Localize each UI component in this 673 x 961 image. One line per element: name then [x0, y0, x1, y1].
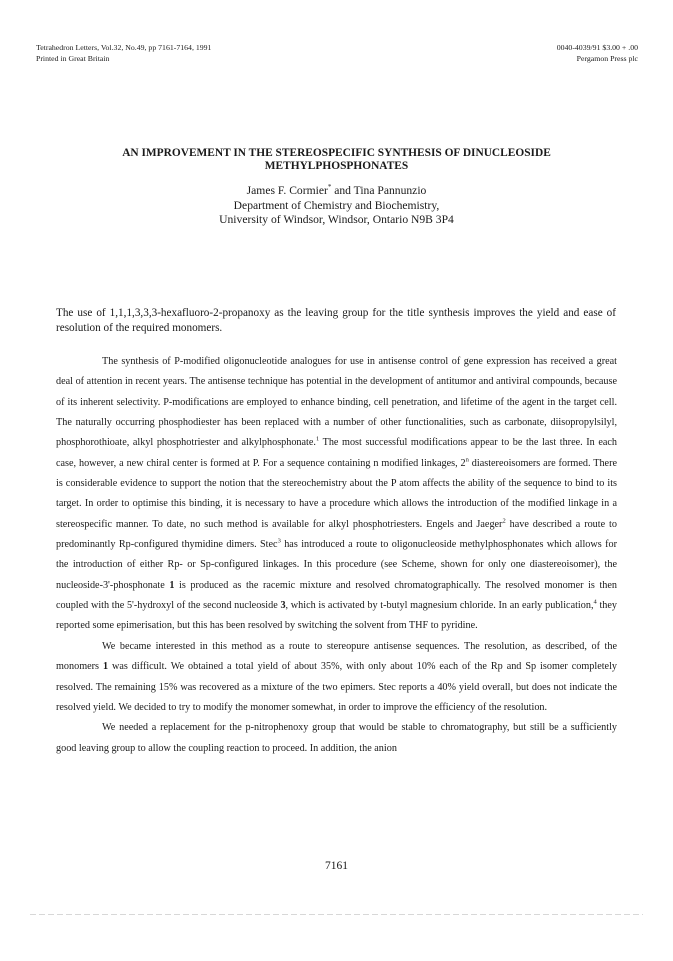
paragraph-1 — [56, 352, 617, 637]
reference-mark: 3 — [277, 537, 281, 545]
compound-number: 1 — [169, 579, 175, 591]
publisher-info — [557, 42, 638, 64]
reference-mark: 4 — [593, 598, 597, 606]
issn-price-line: 0040-4039/91 $3.00 + .00 — [556, 43, 638, 52]
affiliation-department: Department of Chemistry and Biochemistry, — [233, 198, 440, 212]
exponent: n — [465, 456, 469, 464]
text-run: The synthesis of P-modified oligonucleotide analogues for use in antisense control of gene expression has received a great deal of attention in recent years. The antisense technique has potential in the development of antitumor and antiviral compounds, because of its inherent selectivity. P-modifications are employed to enhance binding, cell penetration, and lifetime of the agent in the target cell. The naturally occurring phosphodiester has been replaced with a number of other functionalities, such as carbonate, diisopropylsilyl, phosphorothioate, alkyl phosphotriester and alkylphosphonate. — [56, 356, 617, 449]
corresponding-author-mark: * — [327, 183, 332, 192]
text-run: they reported some epimerisation, but this has been resolved by switching the solvent from THF to pyridine. — [56, 600, 618, 632]
citation-line: Tetrahedron Letters, Vol.32, No.49, pp 7161-7164, 1991 — [36, 43, 212, 52]
paragraph-3 — [56, 718, 617, 759]
text-run: is produced as the racemic mixture and resolved chromatographically. The resolved monomer is then coupled with the 5'-hydroxyl of the second nucleoside — [56, 579, 618, 612]
text-run: was difficult. We obtained a total yield of about 35%, with only about 10% each of the Rp and Sp isomer completely resolved. The remaining 15% was recovered as a mixture of the two epimers. Stec reports a 40% yield overall, but does not indicate the resolved yield. We decided to try to modify the monomer somewhat, in order to improve the efficiency of the resolution. — [56, 661, 618, 713]
text-run: We needed a replacement for the p-nitrophenoxy group that would be stable to chromatography, but still be a sufficiently good leaving group to allow the coupling reaction to proceed. In addition, the anion — [56, 722, 617, 754]
title-line-2: METHYLPHOSPHONATES — [264, 160, 409, 172]
reference-mark: 1 — [315, 435, 320, 443]
author-block — [60, 184, 613, 228]
reference-mark: 2 — [502, 517, 506, 525]
author-names — [60, 184, 613, 199]
text-run: diastereoisomers are formed. There is considerable evidence to support the notion that the stereochemistry about the P atom affects the ability of the sequence to bind to its target. In order to optimise this binding, it is necessary to have a procedure which allows the introduction of the modified linkage in a stereospecific manner. To date, no such method is available for alkyl phosphotriesters. Engels and Jaeger — [56, 457, 617, 530]
compound-number: 1 — [102, 661, 109, 673]
text-run: The most successful modifications appear to be the last three. In each case, however, a new chiral center is formed at P. For a sequence containing n modified linkages, 2 — [56, 437, 617, 469]
paragraph-2 — [56, 637, 617, 718]
compound-number: 3 — [280, 600, 286, 612]
page-number: 7161 — [325, 860, 348, 872]
body-text — [56, 352, 617, 759]
printed-in-line: Printed in Great Britain — [36, 54, 110, 63]
paper-title — [60, 147, 613, 173]
author-name-1: James F. Cormier — [246, 184, 328, 197]
text-run: We became interested in this method as a route to stereopure antisense sequences. The resolution, as described, of the monomers — [56, 640, 617, 673]
journal-citation — [36, 42, 211, 64]
author-name-2: and Tina Pannunzio — [331, 184, 427, 197]
text-run: have described a route to predominantly Rp-configured thymidine dimers. Stec — [56, 518, 617, 551]
affiliation-university: University of Windsor, Windsor, Ontario N9B 3P4 — [219, 213, 454, 226]
text-run: has introduced a route to oligonucleoside methylphosphonates which allows for the introduction of either Rp- or Sp-configured linkages. In this procedure (see Scheme, shown for only one diastereoisomer), the nucleoside-3'-phosphonate — [56, 539, 617, 591]
publisher-line: Pergamon Press plc — [576, 54, 638, 63]
abstract: The use of 1,1,1,3,3,3-hexafluoro-2-propanoxy as the leaving group for the title synthesis improves the yield and ease of resolution of the required monomers. — [56, 307, 616, 334]
text-run: , which is activated by t-butyl magnesium chloride. In an early publication, — [285, 600, 594, 612]
title-line-1: AN IMPROVEMENT IN THE STEREOSPECIFIC SYNTHESIS OF DINUCLEOSIDE — [122, 147, 551, 159]
scan-artifact-line — [30, 914, 643, 915]
